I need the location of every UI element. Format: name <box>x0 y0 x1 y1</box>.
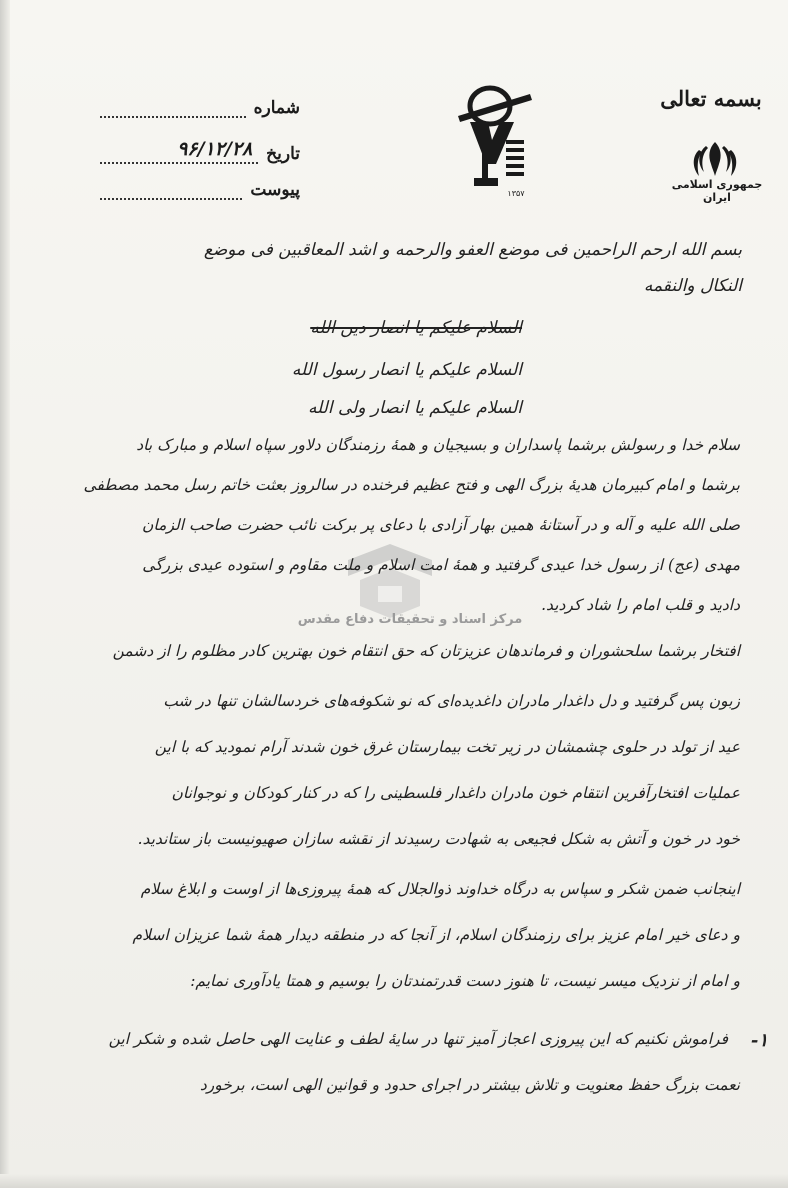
irgc-logo-icon <box>448 82 538 206</box>
body-line: سلام خدا و رسولش برشما پاسداران و بسیجیان و همهٔ رزمندگان دلاور سپاه اسلام و مبارک باد <box>136 436 740 454</box>
logo-year: ۱۳۵۷ <box>507 189 525 198</box>
opening-line: بسم الله ارحم الراحمین فی موضع العفو والرحمه و اشد المعاقبین فی موضع <box>203 240 742 260</box>
scan-edge-left <box>0 0 10 1188</box>
attachment-field <box>100 172 300 200</box>
body-line: دادید و قلب امام را شاد کردید. <box>541 596 740 614</box>
body-line: فراموش نکنیم که این پیروزی اعجاز آمیز تنها در سایهٔ لطف و عنایت الهی حاصل شده و شکر این <box>108 1030 728 1048</box>
body-line: زبون پس گرفتید و دل داغدار مادران داغدیده‌ای که نو شکوفه‌های خردسالشان تنها در شب <box>163 692 740 710</box>
body-line: صلی الله علیه و آله و در آستانهٔ همین بهار آزادی با دعای پر برکت نائب حضرت صاحب الزمان <box>142 516 740 534</box>
scan-edge-bottom <box>0 1174 788 1188</box>
body-line: مهدی (عج) از رسول خدا عیدی گرفتید و همهٔ امت اسلام و ملت مقاوم و استوده عیدی بزرگی <box>142 556 740 574</box>
salutation-line: السلام علیکم یا انصار دین الله <box>310 318 522 338</box>
date-value: ۹۶/۱۲/۲۸ <box>177 138 253 160</box>
body-line: اینجانب ضمن شکر و سپاس به درگاه خداوند ذوالجلال که همهٔ پیروزی‌ها از اوست و ابلاغ سلام <box>140 880 740 898</box>
body-line: عملیات افتخارآفرین انتقام خون مادران داغدار فلسطینی را که در کنار کودکان و نوجوانان <box>171 784 740 802</box>
body-line: افتخار برشما سلحشوران و فرماندهان عزیزتان که حق انتقام خون بهترین کادر مظلوم را از دشمن <box>112 642 740 660</box>
body-line: برشما و امام کبیرمان هدیهٔ بزرگ الهی و فتح عظیم فرخنده در سالروز بعثت خاتم رسل محمد مصطفی <box>83 476 740 494</box>
date-line <box>100 138 258 164</box>
number-line <box>100 100 246 118</box>
number-label: شماره <box>253 98 300 118</box>
body-line: عید از تولد در حلوی چشمشان در زیر تخت بیمارستان غرق خون شدند آرام نمودید که با این <box>154 738 740 756</box>
date-label: تاریخ <box>266 144 300 164</box>
date-field <box>100 136 300 164</box>
body-line: و امام از نزدیک میسر نیست، تا هنوز دست قدرتمندتان را بوسیم و همتا یادآوری نمایم: <box>190 972 740 990</box>
emblem-caption: جمهوری اسلامی ایران <box>671 178 763 204</box>
number-field <box>100 90 300 118</box>
watermark-text: مرکز اسناد و تحقیقات دفاع مقدس <box>297 612 523 627</box>
body-line: و دعای خیر امام عزیز برای رزمندگان اسلام، از آنجا که در منطقه دیدار همهٔ شما عزیزان اسلام <box>132 926 740 944</box>
body-line: نعمت بزرگ حفظ معنویت و تلاش بیشتر در اجرای حدود و قوانین الهی است، برخورد <box>199 1076 740 1094</box>
besmeh-heading: بسمه تعالی <box>660 86 762 111</box>
item-number: ۱- <box>750 1030 768 1051</box>
salutation-line: السلام علیکم یا انصار ولی الله <box>307 398 522 418</box>
salutation-line: السلام علیکم یا انصار رسول الله <box>291 360 522 380</box>
attachment-label: پیوست <box>250 180 300 200</box>
opening-line: النکال والنقمه <box>643 276 742 296</box>
body-line: خود در خون و آتش به شکل فجیعی به شهادت رسیدند از نقشه سازان صهیونیست باز ستاندید. <box>137 830 740 848</box>
attachment-line <box>100 182 242 200</box>
